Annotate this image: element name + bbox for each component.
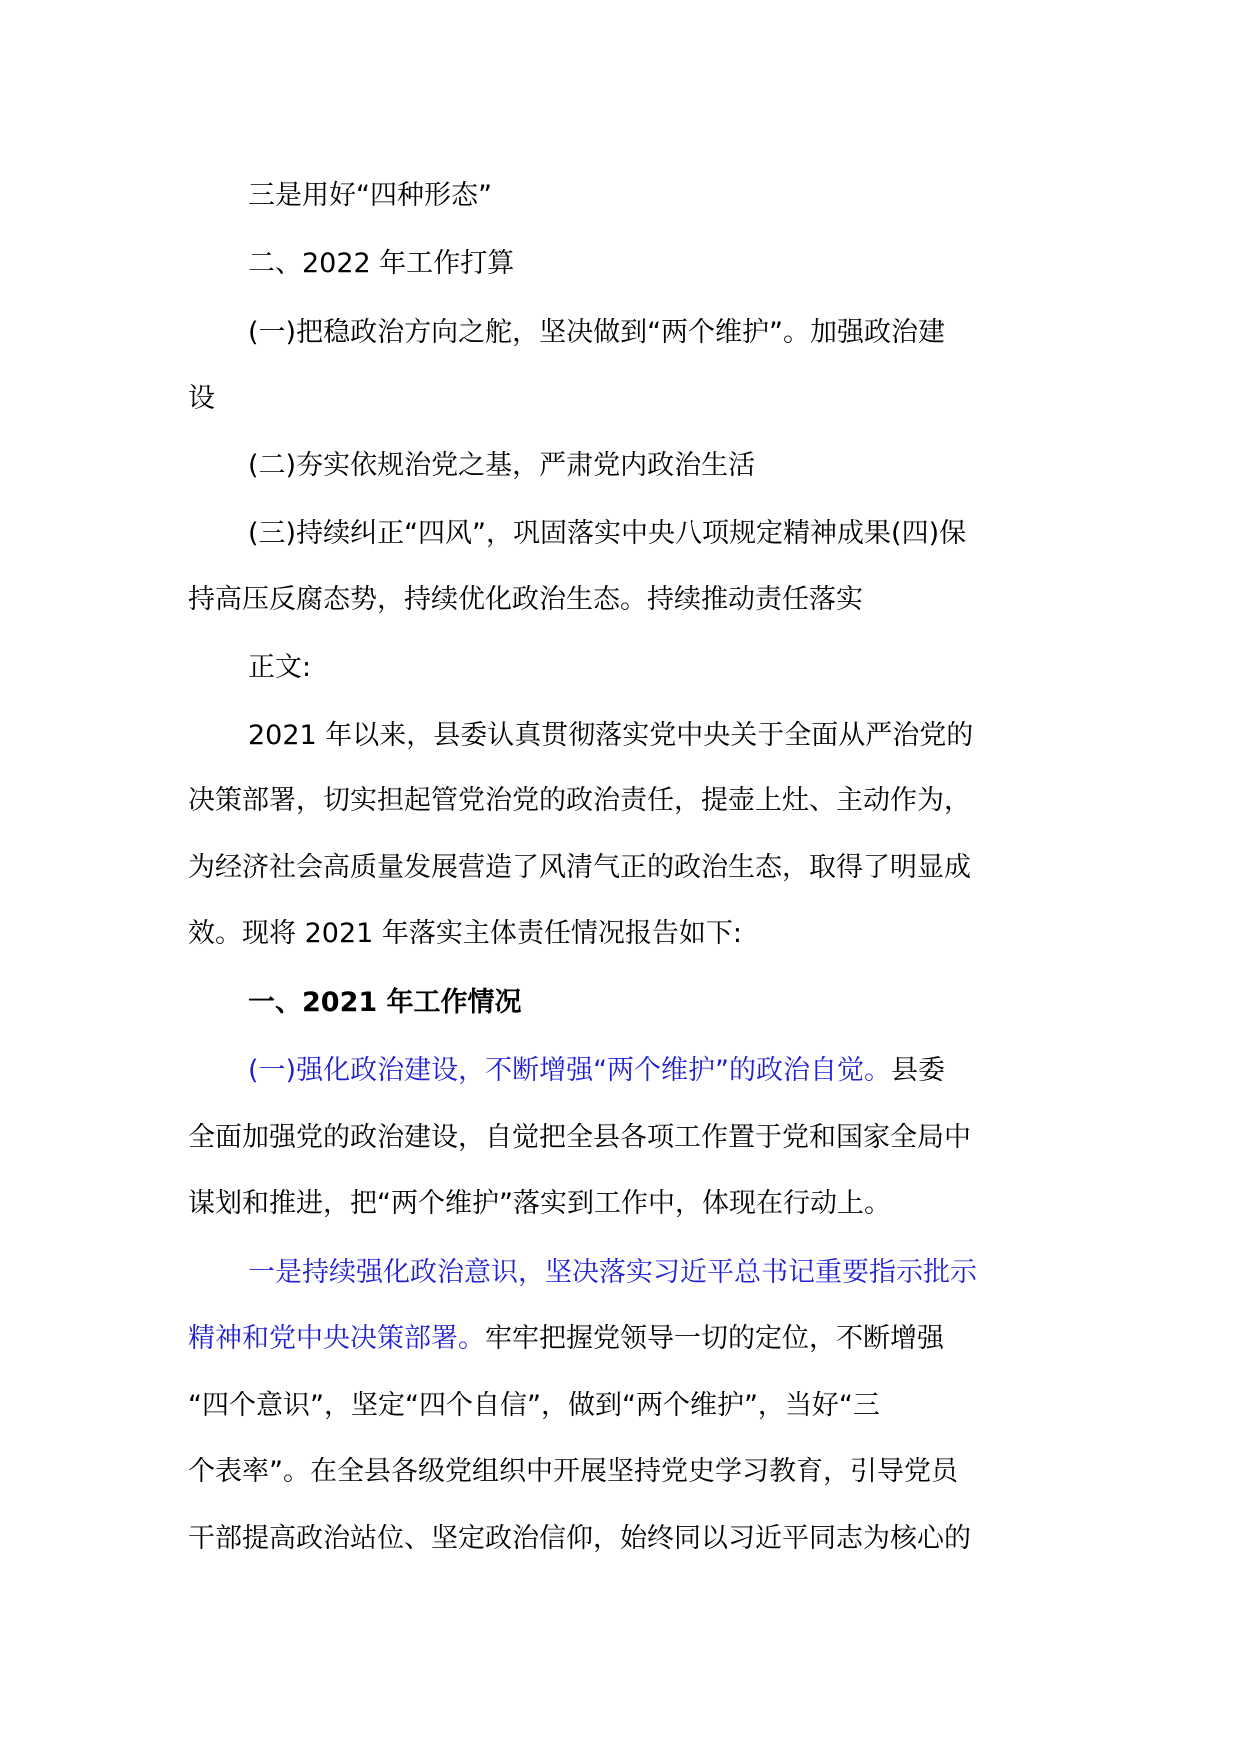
- text-line: (一)把稳政治方向之舵，坚决做到“两个维护”。加强政治建: [248, 317, 946, 348]
- highlighted-text: 一是持续强化政治意识，坚决落实习近平总书记重要指示批示: [248, 1257, 977, 1288]
- text-line: 正文:: [248, 652, 312, 683]
- text-line: (三)持续纠正“四风”，巩固落实中央八项规定精神成果(四)保: [248, 518, 967, 549]
- text-span: 牢牢把握党领导一切的定位，不断增强: [485, 1323, 944, 1354]
- section-heading: 二、2022 年工作打算: [248, 248, 515, 279]
- text-line: 效。现将 2021 年落实主体责任情况报告如下:: [188, 918, 742, 949]
- highlighted-text: 精神和党中央决策部署。: [188, 1323, 485, 1354]
- text-line: “四个意识”，坚定“四个自信”，做到“两个维护”，当好“三: [188, 1390, 880, 1421]
- text-line: 全面加强党的政治建设，自觉把全县各项工作置于党和国家全局中: [188, 1122, 971, 1153]
- text-line: 三是用好“四种形态”: [248, 180, 492, 211]
- text-line: (二)夯实依规治党之基，严肃党内政治生活: [248, 450, 756, 481]
- text-line: 谋划和推进，把“两个维护”落实到工作中，体现在行动上。: [188, 1188, 891, 1219]
- section-heading: 一、2021 年工作情况: [248, 987, 522, 1018]
- text-line: 设: [188, 383, 215, 414]
- text-line: 个表率”。在全县各级党组织中开展坚持党史学习教育，引导党员: [188, 1456, 958, 1487]
- text-line: 决策部署，切实担起管党治党的政治责任，提壶上灶、主动作为，: [188, 785, 971, 816]
- text-line: [188, 1321, 944, 1357]
- text-line: 干部提高政治站位、坚定政治信仰，始终同以习近平同志为核心的: [188, 1523, 971, 1554]
- text-line: [248, 1053, 945, 1089]
- text-line: 持高压反腐态势，持续优化政治生态。持续推动责任落实: [188, 584, 863, 615]
- text-line: 2021 年以来，县委认真贯彻落实党中央关于全面从严治党的: [248, 720, 974, 751]
- text-span: 县委: [891, 1055, 946, 1086]
- text-line: 为经济社会高质量发展营造了风清气正的政治生态，取得了明显成: [188, 852, 971, 883]
- highlighted-text: (一)强化政治建设，不断增强“两个维护”的政治自觉。: [248, 1055, 892, 1086]
